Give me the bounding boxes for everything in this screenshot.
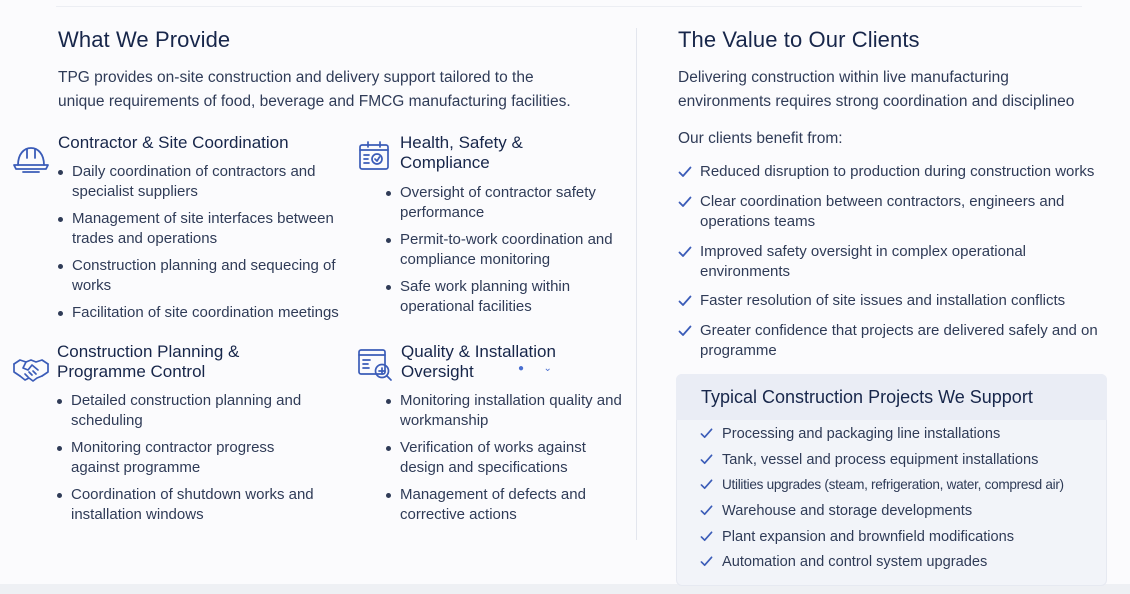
section-title-line: Oversight [401, 362, 474, 381]
section-title-line: Compliance [400, 153, 490, 172]
list-item: Daily coordination of contractors and specialist suppliers [58, 162, 358, 202]
project-text: Tank, vessel and process equipment installations [722, 451, 1039, 468]
list-item [700, 451, 1105, 477]
section-title-contractor [58, 133, 289, 153]
benefit-text: Reduced disruption to production during construction works [700, 163, 1095, 180]
check-icon [678, 324, 692, 338]
projects-card-title: Typical Construction Projects We Support [701, 387, 1033, 407]
list-item [678, 242, 1098, 282]
right-intro-line: environments requires strong coordination and disciplineo [678, 93, 1075, 110]
health-safety-list [386, 183, 631, 324]
list-item [700, 425, 1105, 451]
decorative-marks: ● ⌄ [518, 363, 552, 374]
left-intro-line: unique requirements of food, beverage and FMCG manufacturing facilities. [58, 93, 571, 110]
list-item: Oversight of contractor safety performance [386, 183, 631, 223]
left-intro [58, 66, 571, 114]
check-icon [700, 478, 713, 491]
quality-inspection-icon [356, 346, 394, 382]
benefit-text: Improved safety oversight in complex operational environments [700, 243, 1027, 280]
list-item [700, 476, 1105, 502]
section-title-line: Construction Planning & [57, 342, 240, 361]
section-title-line: Contractor & Site Coordination [58, 133, 289, 152]
list-item: Facilitation of site coordination meetings [58, 303, 358, 323]
top-divider [56, 6, 1082, 7]
benefit-text: Faster resolution of site issues and installation conflicts [700, 292, 1066, 309]
section-title-health-safety [400, 133, 523, 173]
list-item [700, 553, 1105, 579]
list-item: Management of site interfaces between trades and operations [58, 209, 358, 249]
section-title-line: Programme Control [57, 362, 206, 381]
list-item [678, 291, 1126, 311]
section-title-quality [401, 342, 556, 382]
check-icon [678, 245, 692, 259]
project-text: Warehouse and storage developments [722, 503, 973, 520]
left-intro-line: TPG provides on-site construction and delivery support tailored to the [58, 69, 534, 86]
list-item: Monitoring installation quality and workmanship [386, 391, 626, 431]
list-item [700, 502, 1105, 528]
section-title-line: Quality & Installation [401, 342, 556, 361]
project-text: Processing and packaging line installations [722, 426, 1001, 442]
list-item: Management of defects and corrective actions [386, 485, 626, 525]
safety-board-icon [356, 139, 392, 173]
list-item: Permit-to-work coordination and compliance monitoring [386, 230, 631, 270]
list-item: Construction planning and sequecing of works [58, 256, 358, 296]
contractor-list [58, 162, 358, 330]
what-we-provide-title: What We Provide [58, 27, 231, 52]
benefit-heading: Our clients benefit from: [678, 130, 843, 147]
list-item: Detailed construction planning and scheduling [57, 391, 317, 431]
planning-list [57, 391, 317, 532]
list-item: Verification of works against design and specifications [386, 438, 626, 478]
check-icon [700, 555, 713, 568]
list-item: Safe work planning within operational facilities [386, 277, 631, 317]
handshake-icon [12, 352, 50, 384]
benefit-text: Greater confidence that projects are delivered safely and on programme [700, 322, 1098, 359]
check-icon [678, 165, 692, 179]
benefit-text: Clear coordination between contractors, engineers and operations teams [700, 193, 1065, 230]
projects-list [700, 425, 1105, 579]
list-item [678, 162, 1126, 182]
section-title-line: Health, Safety & [400, 133, 523, 152]
check-icon [678, 294, 692, 308]
check-icon [678, 195, 692, 209]
list-item: Coordination of shutdown works and installation windows [57, 485, 317, 525]
project-text: Automation and control system upgrades [722, 554, 988, 571]
list-item: Monitoring contractor progress against programme [57, 438, 317, 478]
check-icon [700, 504, 713, 517]
project-text: Plant expansion and brownfield modifications [722, 528, 1015, 545]
right-intro-line: Delivering construction within live manufacturing [678, 69, 1009, 86]
list-item [700, 528, 1105, 554]
right-intro [678, 66, 1074, 114]
quality-list [386, 391, 626, 532]
hard-hat-icon [12, 143, 50, 177]
column-divider [636, 28, 637, 540]
section-title-planning [57, 342, 239, 382]
list-item [678, 192, 1126, 232]
value-to-clients-title: The Value to Our Clients [678, 27, 920, 52]
check-icon [700, 530, 713, 543]
check-icon [700, 427, 713, 440]
list-item [678, 321, 1098, 361]
check-icon [700, 453, 713, 466]
project-text: Utilities upgrades (steam, refrigeration, water, compresd air) [722, 477, 1064, 493]
